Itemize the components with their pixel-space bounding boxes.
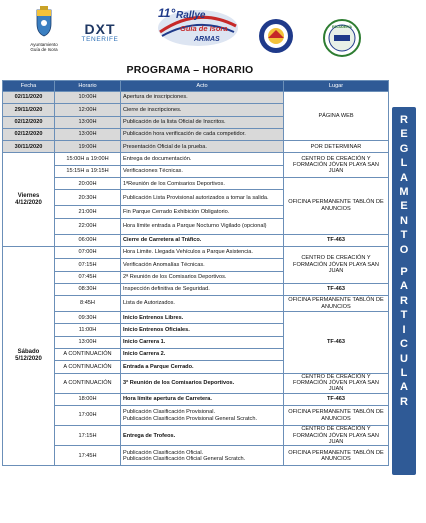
time-cell: 19:00H: [55, 141, 121, 153]
banner-letter: G: [399, 142, 409, 155]
act-cell: Inicio Entrenos Libres.: [121, 312, 284, 324]
banner-letter: R: [400, 395, 408, 408]
act-cell: Inicio Entrenos Oficiales.: [121, 324, 284, 336]
time-cell: 17:15H: [55, 426, 121, 446]
place-cell: CENTRO DE CREACIÓN Y FORMACIÓN JÓVEN PLAYA SAN JUAN: [284, 153, 389, 178]
act-cell: Apertura de inscripciones.: [121, 92, 284, 104]
table-row: [3, 373, 389, 393]
act-cell: Lista de Autorizados.: [121, 296, 284, 312]
schedule-table: [2, 80, 389, 466]
rally-sponsor: ARMAS: [194, 36, 220, 43]
time-cell: A CONTINUACIÓN: [55, 361, 121, 373]
logo-bar: [0, 0, 426, 60]
table-row: [3, 406, 389, 426]
banner-letter: L: [400, 366, 408, 379]
act-cell: Hora Limite. Llegada Vehículos a Parque Asistencia.: [121, 246, 284, 258]
ayuntamiento-name: Ayuntamiento Guía de Isora: [30, 42, 58, 52]
time-cell: 13:00H: [55, 128, 121, 140]
time-cell: 20:30H: [55, 190, 121, 206]
table-row: [3, 92, 389, 104]
place-cell: TF-463: [284, 312, 389, 373]
date-cell: 30/11/2020: [3, 141, 55, 153]
rally-subtitle: Guía de Isora: [180, 24, 228, 33]
place-cell: TF-463: [284, 393, 389, 405]
time-cell: 08:30H: [55, 283, 121, 295]
table-row: [3, 296, 389, 312]
act-cell: 2ª Reunión de los Comisarios Deportivos.: [121, 271, 284, 283]
date-cell-sabado: Sábado 5/12/2020: [3, 246, 55, 466]
act-cell: Verificaciones Técnicas.: [121, 165, 284, 177]
banner-letter: L: [400, 157, 408, 170]
time-cell: 09:30H: [55, 312, 121, 324]
act-cell: Cierre de inscripciones.: [121, 104, 284, 116]
column-header-lugar: Lugar: [284, 81, 389, 92]
act-cell: Publicación de la lista Oficial de Inscritos.: [121, 116, 284, 128]
time-cell: 15:15H a 19:15H: [55, 165, 121, 177]
act-cell: 1ªReunión de los Comisarios Deportivos.: [121, 178, 284, 190]
date-cell: 02/11/2020: [3, 92, 55, 104]
banner-letter: E: [400, 200, 408, 213]
dxt-main-text: DXT: [84, 21, 116, 37]
banner-letter: A: [400, 171, 408, 184]
date-cell: 02/12/2020: [3, 128, 55, 140]
banner-letter: C: [400, 338, 408, 351]
time-cell: 13:00H: [55, 116, 121, 128]
time-cell: 17:45H: [55, 446, 121, 466]
act-cell: Verificación Anomalías Técnicas.: [121, 259, 284, 271]
time-cell: 06:00H: [55, 234, 121, 246]
place-cell: OFICINA PERMANENTE TABLÓN DE ANUNCIOS: [284, 406, 389, 426]
dxt-sub-text: TENERIFE: [81, 35, 119, 43]
column-header-horario: Horario: [55, 81, 121, 92]
banner-letter: P: [400, 266, 408, 279]
rally-year: 11°: [158, 6, 176, 20]
act-cell: 3ª Reunión de los Comisarios Deportivos.: [121, 373, 284, 393]
place-cell: CENTRO DE CREACIÓN Y FORMACIÓN JÓVEN PLAYA SAN JUAN: [284, 426, 389, 446]
act-cell: Inicio Carrera 2.: [121, 349, 284, 361]
time-cell: 18:00H: [55, 393, 121, 405]
place-cell: TF-463: [284, 283, 389, 295]
act-cell: Publicación Clasificación Oficial. Publicación Clasificación Oficial General Scratch.: [121, 446, 284, 466]
table-row: [3, 283, 389, 295]
place-cell: POR DETERMINAR: [284, 141, 389, 153]
date-cell: 02/12/2020: [3, 116, 55, 128]
act-cell: Hora límite entrada a Parque Nocturno Vigilado (opcional): [121, 218, 284, 234]
act-cell: Inicio Carrera 1.: [121, 336, 284, 348]
time-cell: 17:00H: [55, 406, 121, 426]
federation-badge-icon: [258, 18, 294, 54]
place-cell: TF-463: [284, 234, 389, 246]
place-cell: CENTRO DE CREACIÓN Y FORMACIÓN JÓVEN PLAYA SAN JUAN: [284, 246, 389, 283]
banner-letter: T: [400, 309, 408, 322]
act-cell: Entrega de Trofeos.: [121, 426, 284, 446]
banner-letter: A: [400, 381, 408, 394]
escuderia-badge-icon: [322, 18, 362, 58]
banner-letter: O: [399, 243, 409, 256]
table-row: [3, 446, 389, 466]
banner-letter: I: [402, 323, 406, 336]
banner-letter: T: [400, 229, 408, 242]
act-cell: Publicación hora verificación de cada competidor.: [121, 128, 284, 140]
place-cell: CENTRO DE CREACIÓN Y FORMACIÓN JÓVEN PLAYA SAN JUAN: [284, 373, 389, 393]
time-cell: A CONTINUACIÓN: [55, 373, 121, 393]
column-header-acto: Acto: [121, 81, 284, 92]
banner-text: [392, 113, 416, 409]
banner-letter: N: [400, 214, 408, 227]
banner-letter: M: [399, 186, 409, 199]
time-cell: 22:00H: [55, 218, 121, 234]
banner-word-particular: [392, 265, 416, 409]
banner-letter: R: [400, 114, 408, 126]
time-cell: 07:00H: [55, 246, 121, 258]
page-title: PROGRAMA – HORARIO: [126, 64, 254, 76]
rally-logo: [150, 2, 246, 58]
act-cell: Publicación Lista Provisional autorizados a tomar la salida.: [121, 190, 284, 206]
place-cell: PÁGINA WEB: [284, 92, 389, 141]
banner-letter: A: [400, 280, 408, 293]
federation-logo: [258, 18, 294, 54]
table-row: [3, 153, 389, 165]
time-cell: A CONTINUACIÓN: [55, 349, 121, 361]
dxt-logo: [78, 22, 122, 52]
time-cell: 07:15H: [55, 259, 121, 271]
banner-letter: R: [400, 294, 408, 307]
table-row: [3, 178, 389, 190]
time-cell: 8:45H: [55, 296, 121, 312]
place-cell: OFICINA PERMANENTE TABLÓN DE ANUNCIOS: [284, 178, 389, 235]
time-cell: 12:00H: [55, 104, 121, 116]
place-cell: OFICINA PERMANENTE TABLÓN DE ANUNCIOS: [284, 446, 389, 466]
act-cell: Publicación Clasificación Provisional. Publicación Clasificación Provisional General Scratch.: [121, 406, 284, 426]
table-row: [3, 312, 389, 324]
rally-name: Rallye: [176, 10, 206, 21]
act-cell: Inspección definitiva de Seguridad.: [121, 283, 284, 295]
act-cell: Presentación Oficial de la prueba.: [121, 141, 284, 153]
time-cell: 21:00H: [55, 206, 121, 218]
banner-letter: U: [400, 352, 408, 365]
time-cell: 20:00H: [55, 178, 121, 190]
time-cell: 10:00H: [55, 92, 121, 104]
time-cell: 15:00H a 19:00H: [55, 153, 121, 165]
date-cell-viernes: Viernes 4/12/2020: [3, 153, 55, 246]
banner-word-reglamento: [392, 113, 416, 257]
table-row: [3, 393, 389, 405]
act-cell: Entrada a Parque Cerrado.: [121, 361, 284, 373]
act-cell: Fin Parque Cerrado Exhibición Obligatorio.: [121, 206, 284, 218]
reglamento-particular-banner: [392, 107, 416, 475]
time-cell: 13:00H: [55, 336, 121, 348]
ayuntamiento-logo: [24, 6, 64, 56]
escuderia-logo: [322, 18, 362, 58]
escuderia-text: ESCUDERÍA: [332, 25, 352, 29]
table-row: [3, 141, 389, 153]
act-cell: Hora límite apertura de Carretera.: [121, 393, 284, 405]
table-row: [3, 234, 389, 246]
table-row: [3, 426, 389, 446]
date-cell: 29/11/2020: [3, 104, 55, 116]
coat-of-arms-icon: [24, 6, 64, 38]
banner-letter: E: [400, 128, 408, 141]
table-row: [3, 246, 389, 258]
column-header-fecha: Fecha: [3, 81, 55, 92]
time-cell: 07:45H: [55, 271, 121, 283]
place-cell: OFICINA PERMANENTE TABLÓN DE ANUNCIOS: [284, 296, 389, 312]
act-cell: Entrega de documentación.: [121, 153, 284, 165]
time-cell: 11:00H: [55, 324, 121, 336]
table-header-row: [3, 81, 389, 92]
act-cell: Cierre de Carretera al Tráfico.: [121, 234, 284, 246]
